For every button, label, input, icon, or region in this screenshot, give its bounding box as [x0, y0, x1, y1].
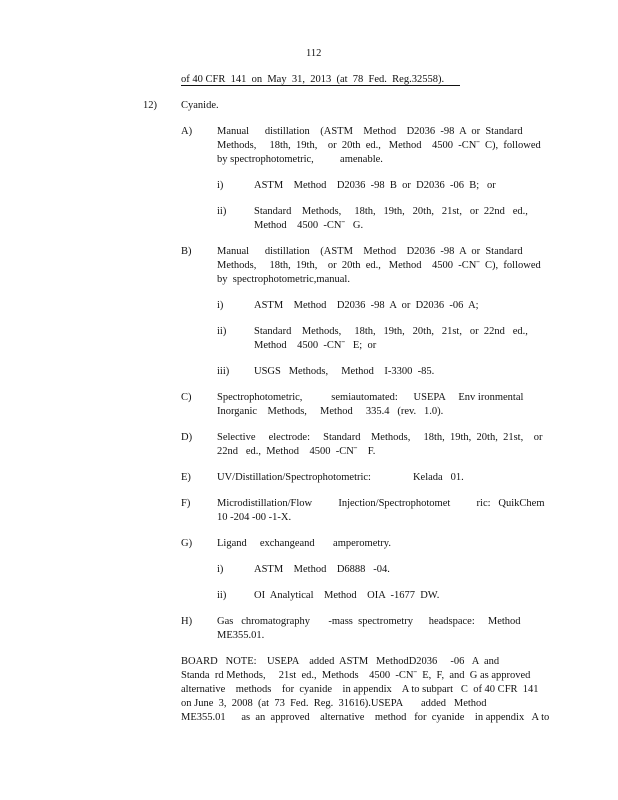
item-b-sub-ii-num: ii)	[217, 326, 227, 337]
item-b-sub-ii-line: Standard Methods, 18th, 19th, 20th, 21st, or 22nd ed.,	[254, 326, 528, 337]
page-number: 112	[306, 48, 322, 59]
item-e-line: UV/Distillation/Spectrophotometric: Kelada 01.	[217, 472, 464, 483]
board-note-line: alternative methods for cyanide in appendix A to subpart C of 40 CFR 141	[181, 684, 539, 695]
continuation-underline	[181, 85, 460, 86]
item-h-line: ME355.01.	[217, 630, 265, 641]
item-a-line: Methods, 18th, 19th, or 20th ed., Method 4500 -CNˉ C), followed	[217, 140, 541, 151]
item-b-sub-i-num: i)	[217, 300, 224, 311]
item-c-line: Inorganic Methods, Method 335.4 (rev. 1.0).	[217, 406, 444, 417]
board-note-line: on June 3, 2008 (at 73 Fed. Reg. 31616).USEPA added Method	[181, 698, 487, 709]
item-a-letter: A)	[181, 126, 193, 137]
item-g-sub-i-line: ASTM Method D6888 -04.	[254, 564, 390, 575]
item-f-line: Microdistillation/Flow Injection/Spectrophotomet ric: QuikChem	[217, 498, 545, 509]
item-a-sub-i-line: ASTM Method D2036 -98 B or D2036 -06 B; or	[254, 180, 496, 191]
item-g-sub-ii-line: OI Analytical Method OIA -1677 DW.	[254, 590, 440, 601]
item-b-sub-i-line: ASTM Method D2036 -98 A or D2036 -06 A;	[254, 300, 479, 311]
item-b-sub-iii-line: USGS Methods, Method I-3300 -85.	[254, 366, 435, 377]
item-g-letter: G)	[181, 538, 193, 549]
board-note-line: BOARD NOTE: USEPA added ASTM MethodD2036 -06 A and	[181, 656, 500, 667]
item-d-line: Selective electrode: Standard Methods, 18th, 19th, 20th, 21st, or	[217, 432, 543, 443]
section-title: Cyanide.	[181, 100, 219, 111]
section-number: 12)	[143, 100, 157, 111]
item-b-line: Manual distillation (ASTM Method D2036 -98 A or Standard	[217, 246, 523, 257]
item-a-line: by spectrophotometric, amenable.	[217, 154, 383, 165]
item-c-line: Spectrophotometric, semiautomated: USEPA Env ironmental	[217, 392, 524, 403]
item-c-letter: C)	[181, 392, 192, 403]
item-h-letter: H)	[181, 616, 193, 627]
board-note-line: Standa rd Methods, 21st ed., Methods 4500 -CNˉ E, F, and G as approved	[181, 670, 531, 681]
item-a-sub-ii-line: Standard Methods, 18th, 19th, 20th, 21st, or 22nd ed.,	[254, 206, 528, 217]
item-d-letter: D)	[181, 432, 193, 443]
item-b-letter: B)	[181, 246, 192, 257]
item-f-line: 10 -204 -00 -1-X.	[217, 512, 292, 523]
item-b-sub-iii-num: iii)	[217, 366, 230, 377]
item-a-sub-i-num: i)	[217, 180, 224, 191]
item-g-sub-ii-num: ii)	[217, 590, 227, 601]
item-a-sub-ii-line: Method 4500 -CNˉ G.	[254, 220, 364, 231]
item-e-letter: E)	[181, 472, 191, 483]
item-b-line: by spectrophotometric,manual.	[217, 274, 350, 285]
item-a-sub-ii-num: ii)	[217, 206, 227, 217]
board-note-line: ME355.01 as an approved alternative method for cyanide in appendix A to	[181, 712, 550, 723]
item-b-sub-ii-line: Method 4500 -CNˉ E; or	[254, 340, 377, 351]
item-d-line: 22nd ed., Method 4500 -CNˉ F.	[217, 446, 376, 457]
item-b-line: Methods, 18th, 19th, or 20th ed., Method 4500 -CNˉ C), followed	[217, 260, 541, 271]
item-g-line: Ligand exchangeand amperometry.	[217, 538, 391, 549]
item-f-letter: F)	[181, 498, 191, 509]
item-g-sub-i-num: i)	[217, 564, 224, 575]
continuation-line: of 40 CFR 141 on May 31, 2013 (at 78 Fed. Reg.32558).	[181, 74, 445, 85]
item-a-line: Manual distillation (ASTM Method D2036 -98 A or Standard	[217, 126, 523, 137]
item-h-line: Gas chromatography -mass spectrometry headspace: Method	[217, 616, 521, 627]
